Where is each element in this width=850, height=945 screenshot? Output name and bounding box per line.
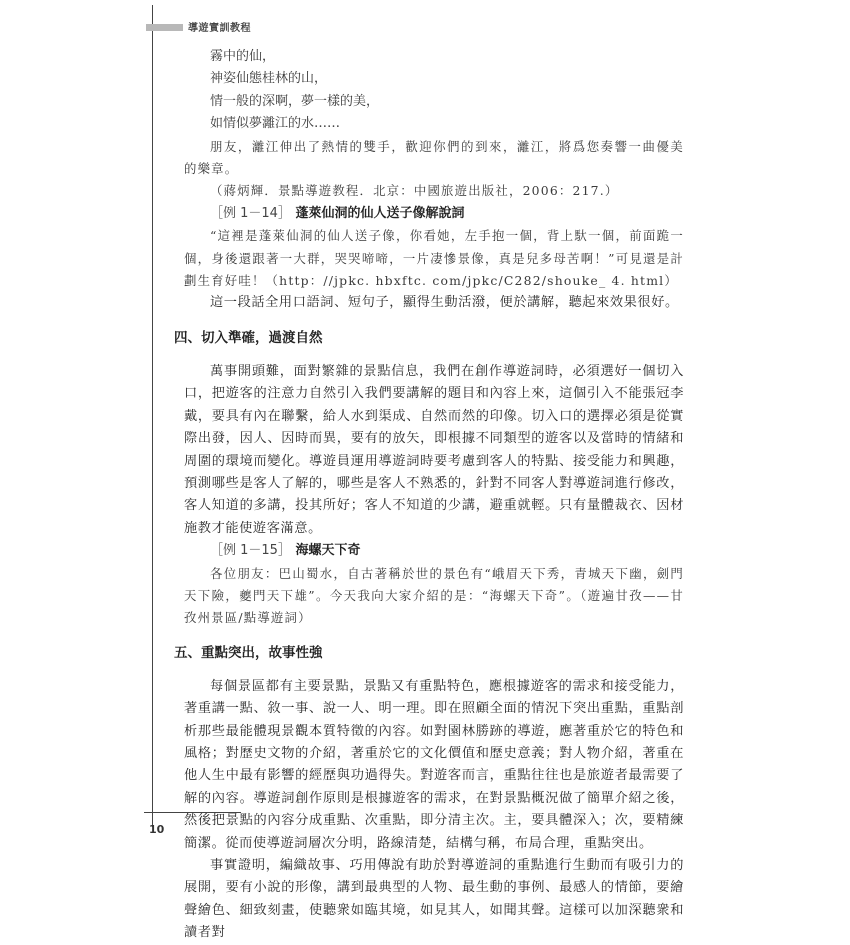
page-number: 10 (149, 823, 165, 836)
section-heading-4: 四、切入準確，過渡自然 (174, 329, 323, 346)
section-5-paragraph: 事實證明，編織故事、巧用傳說有助於對導遊詞的重點進行生動而有吸引力的展開，要有小說的形像，講到最典型的人物、最生動的事例、最感人的情節，要繪聲繪色、細致刻畫，使聽衆如臨其境，如見其人，如聞其聲。這樣可以加深聽衆和讀者對 (184, 858, 684, 941)
poem-line: 如情似夢灕江的水…… (210, 116, 341, 132)
poem-citation: （蔣炳輝．景點導遊教程．北京：中國旅遊出版社，2006：217.） (210, 183, 619, 199)
example-heading-1-14 (184, 203, 684, 225)
example-tag: ［例 1－15］ (210, 543, 291, 559)
margin-vertical-rule (152, 5, 153, 827)
example-body: “這裡是蓬萊仙洞的仙人送子像，你看她，左手抱一個，背上馱一個，前面跪一個，身後還跟著一大群，哭哭啼啼，一片凄慘景像，真是兒多母苦啊！”可見還是計劃生育好哇！（http：//jpkc. hbxftc. com/jpkc/C282/shouke_ 4. html） (184, 228, 684, 289)
section-4-paragraph: 萬事開頭難，面對繁雜的景點信息，我們在創作導遊詞時，必須選好一個切入口，把遊客的注意力自然引入我們要講解的題目和內容上來，這個引入不能張冠李戴，要具有內在聯繫，給人水到渠成、自然而然的印像。切入口的選擇必須是從實際出發，因人、因時而異，要有的放矢，即根據不同類型的遊客以及當時的情緒和周圍的環境而變化。導遊員運用導遊詞時要考慮到客人的特點、接受能力和興趣，預測哪些是客人了解的，哪些是客人不熟悉的，針對不同客人對導遊詞進行修改，客人知道的多講，投其所好；客人不知道的少講，避重就輕。只有量體裁衣、因材施教才能使遊客滿意。 (184, 363, 684, 536)
example-comment: 這一段話全用口語詞、短句子，顯得生動活潑，便於講解，聽起來效果很好。 (210, 295, 679, 311)
running-header-title: 導遊實訓教程 (188, 23, 251, 34)
example-tag: ［例 1－14］ (210, 205, 291, 221)
example-body: 各位朋友：巴山蜀水，自古著稱於世的景色有“峨眉天下秀，青城天下幽，劍門天下險，夔門天下雄”。今天我向大家介紹的是：“海螺天下奇”。（遊遍甘孜——甘孜州景區/點導遊詞） (184, 565, 684, 626)
poem-line: 神姿仙態桂林的山， (210, 71, 328, 87)
header-grey-bar (146, 24, 183, 31)
page-body (174, 46, 684, 945)
poem-closing: 朋友，灕江伸出了熱情的雙手，歡迎你們的到來，灕江，將爲您奏響一曲優美的樂章。 (184, 138, 684, 177)
example-title: 海螺天下奇 (295, 543, 361, 559)
footer-horizontal-rule (144, 812, 241, 813)
poem-line: 情一般的深啊，夢一樣的美， (210, 93, 380, 109)
example-title: 蓬萊仙洞的仙人送子像解說詞 (295, 205, 465, 221)
section-5-paragraph: 每個景區都有主要景點，景點又有重點特色，應根據遊客的需求和接受能力，著重講一點、敘一事、說一人、明一理。即在照顧全面的情況下突出重點，重點剖析那些最能體現景觀本質特徵的內容。如對園林勝跡的導遊，應著重於它的特色和風格；對歷史文物的介紹，著重於它的文化價值和歷史意義；對人物介紹，著重在他人生中最有影響的經歷與功過得失。對遊客而言，重點往往也是旅遊者最需要了解的內容。導遊詞創作原則是根據遊客的需求，在對景點概況做了簡單介紹之後，然後把景點的內容分成重點、次重點，即分清主次。主，要具體深入；次，要精練簡潔。從而使導遊詞層次分明，路線清楚，結構勻稱，布局合理，重點突出。 (184, 678, 684, 851)
section-heading-5: 五、重點突出，故事性強 (174, 644, 323, 661)
example-heading-1-15 (184, 540, 684, 562)
poem-line: 霧中的仙， (210, 49, 276, 64)
